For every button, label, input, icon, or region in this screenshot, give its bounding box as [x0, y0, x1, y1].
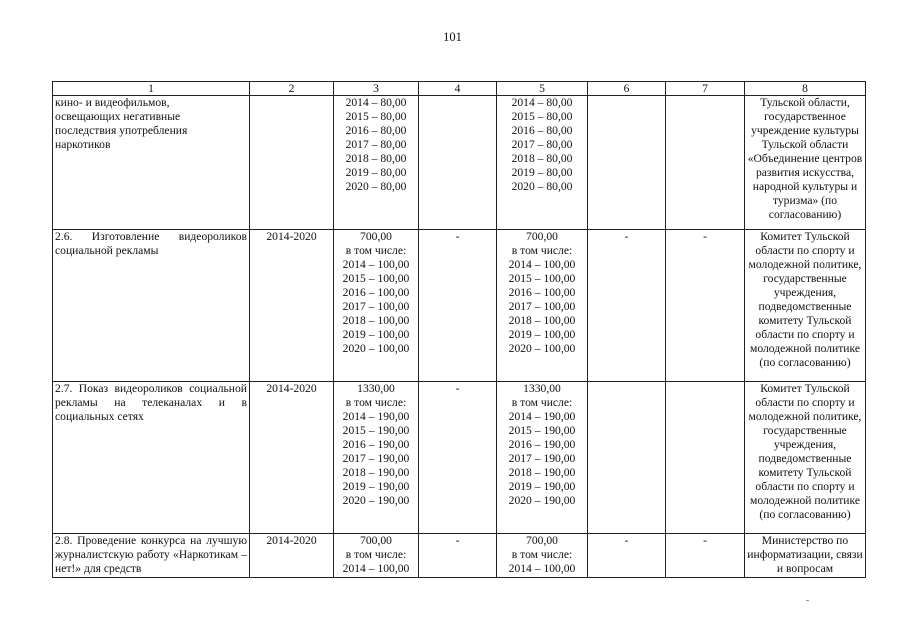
- funding-line: 2015 – 190,00: [342, 424, 410, 437]
- col6-cell: -: [588, 230, 666, 382]
- col7-cell: [666, 382, 745, 534]
- col7-cell: [666, 96, 745, 230]
- col6-cell: [588, 382, 666, 534]
- funding-line: 2017 – 80,00: [511, 138, 573, 151]
- header-cell: 7: [666, 82, 745, 96]
- funding-line: 2018 – 100,00: [508, 314, 576, 327]
- funding-line: 700,00: [360, 230, 392, 243]
- funding-line: 2015 – 80,00: [345, 110, 407, 123]
- funding-line: 2018 – 100,00: [342, 314, 410, 327]
- funding-regional-cell: [497, 382, 588, 534]
- funding-line: 700,00: [360, 534, 392, 547]
- funding-line: 2014 – 100,00: [342, 258, 410, 271]
- funding-line: 2017 – 80,00: [345, 138, 407, 151]
- header-cell: 5: [497, 82, 588, 96]
- funding-line: 2016 – 190,00: [342, 438, 410, 451]
- funding-line: 2016 – 80,00: [511, 124, 573, 137]
- activity-cell: [53, 96, 250, 230]
- table-row: [53, 230, 866, 382]
- funding-line: 2020 – 100,00: [508, 342, 576, 355]
- funding-line: 1330,00: [357, 382, 395, 395]
- header-cell: 6: [588, 82, 666, 96]
- funding-line: 700,00: [526, 230, 558, 243]
- col6-cell: [588, 96, 666, 230]
- funding-line: 2014 – 190,00: [342, 410, 410, 423]
- funding-regional-cell: [497, 230, 588, 382]
- funding-line: 2016 – 100,00: [508, 286, 576, 299]
- activity-line: кино- и видеофильмов,: [55, 96, 170, 109]
- header-cell: 2: [250, 82, 334, 96]
- funding-line: 2019 – 80,00: [345, 166, 407, 179]
- period-cell: 2014-2020: [250, 382, 334, 534]
- funding-line: 2018 – 80,00: [345, 152, 407, 165]
- program-table: [52, 81, 866, 578]
- executor-cell: Комитет Тульской области по спорту и молодежной политике, государственные учреждения, подведомственные комитету Тульской области по спорту и молодежной политике (по согласованию): [745, 382, 866, 534]
- funding-line: 2020 – 190,00: [342, 494, 410, 507]
- funding-line: 700,00: [526, 534, 558, 547]
- funding-line: в том числе:: [345, 396, 407, 409]
- col7-cell: -: [666, 230, 745, 382]
- funding-line: 2017 – 100,00: [508, 300, 576, 313]
- funding-line: 2018 – 190,00: [508, 466, 576, 479]
- col4-cell: -: [419, 534, 497, 578]
- table-header-row: [53, 82, 866, 96]
- col4-cell: [419, 96, 497, 230]
- funding-line: в том числе:: [511, 244, 573, 257]
- col7-cell: -: [666, 534, 745, 578]
- funding-line: 2015 – 100,00: [508, 272, 576, 285]
- funding-line: 2020 – 100,00: [342, 342, 410, 355]
- funding-line: 2019 – 100,00: [508, 328, 576, 341]
- activity-cell: 2.6. Изготовление видеороликов социальной рекламы: [53, 230, 250, 382]
- executor-cell: Министерство по информатизации, связи и вопросам: [745, 534, 866, 578]
- funding-line: 2015 – 190,00: [508, 424, 576, 437]
- funding-line: 2019 – 190,00: [508, 480, 576, 493]
- funding-line: 2014 – 100,00: [508, 562, 576, 575]
- col4-cell: -: [419, 230, 497, 382]
- funding-total-cell: [334, 534, 419, 578]
- funding-line: 2014 – 80,00: [345, 96, 407, 109]
- executor-cell: Тульской области, государственное учреждение культуры Тульской области «Объединение центров развития искусства, народной культуры и туризма» (по согласованию): [745, 96, 866, 230]
- funding-line: 2016 – 100,00: [342, 286, 410, 299]
- funding-line: 2017 – 190,00: [508, 452, 576, 465]
- table-row: [53, 534, 866, 578]
- funding-total-cell: [334, 96, 419, 230]
- funding-line: 2019 – 190,00: [342, 480, 410, 493]
- table-row: [53, 382, 866, 534]
- funding-line: в том числе:: [511, 548, 573, 561]
- activity-cell: 2.8. Проведение конкурса на лучшую журналистскую работу «Наркотикам – нет!» для средств: [53, 534, 250, 578]
- funding-line: 2017 – 190,00: [342, 452, 410, 465]
- funding-line: 2014 – 190,00: [508, 410, 576, 423]
- funding-total-cell: [334, 230, 419, 382]
- col6-cell: -: [588, 534, 666, 578]
- funding-regional-cell: [497, 96, 588, 230]
- funding-total-cell: [334, 382, 419, 534]
- header-cell: 1: [53, 82, 250, 96]
- funding-line: 2019 – 100,00: [342, 328, 410, 341]
- period-cell: 2014-2020: [250, 230, 334, 382]
- funding-line: 2014 – 100,00: [508, 258, 576, 271]
- funding-line: 2015 – 100,00: [342, 272, 410, 285]
- funding-line: 1330,00: [523, 382, 561, 395]
- page-number: 101: [443, 30, 462, 44]
- activity-line: наркотиков: [55, 138, 111, 151]
- funding-line: 2014 – 100,00: [342, 562, 410, 575]
- col4-cell: -: [419, 382, 497, 534]
- activity-cell: 2.7. Показ видеороликов социальной рекламы на телеканалах и в социальных сетях: [53, 382, 250, 534]
- scan-speck: [806, 600, 809, 601]
- funding-line: 2015 – 80,00: [511, 110, 573, 123]
- funding-regional-cell: [497, 534, 588, 578]
- funding-line: 2019 – 80,00: [511, 166, 573, 179]
- header-cell: 3: [334, 82, 419, 96]
- funding-line: 2018 – 190,00: [342, 466, 410, 479]
- funding-line: в том числе:: [511, 396, 573, 409]
- activity-line: последствия употребления: [55, 124, 188, 137]
- header-cell: 4: [419, 82, 497, 96]
- funding-line: 2017 – 100,00: [342, 300, 410, 313]
- executor-cell: Комитет Тульской области по спорту и молодежной политике, государственные учреждения, подведомственные комитету Тульской области по спорту и молодежной политике (по согласованию): [745, 230, 866, 382]
- funding-line: 2020 – 80,00: [511, 180, 573, 193]
- funding-line: 2020 – 80,00: [345, 180, 407, 193]
- funding-line: в том числе:: [345, 244, 407, 257]
- table-row: [53, 96, 866, 230]
- period-cell: [250, 96, 334, 230]
- period-cell: 2014-2020: [250, 534, 334, 578]
- header-cell: 8: [745, 82, 866, 96]
- funding-line: 2020 – 190,00: [508, 494, 576, 507]
- funding-line: в том числе:: [345, 548, 407, 561]
- funding-line: 2016 – 80,00: [345, 124, 407, 137]
- funding-line: 2016 – 190,00: [508, 438, 576, 451]
- funding-line: 2018 – 80,00: [511, 152, 573, 165]
- activity-line: освещающих негативные: [55, 110, 181, 123]
- funding-line: 2014 – 80,00: [511, 96, 573, 109]
